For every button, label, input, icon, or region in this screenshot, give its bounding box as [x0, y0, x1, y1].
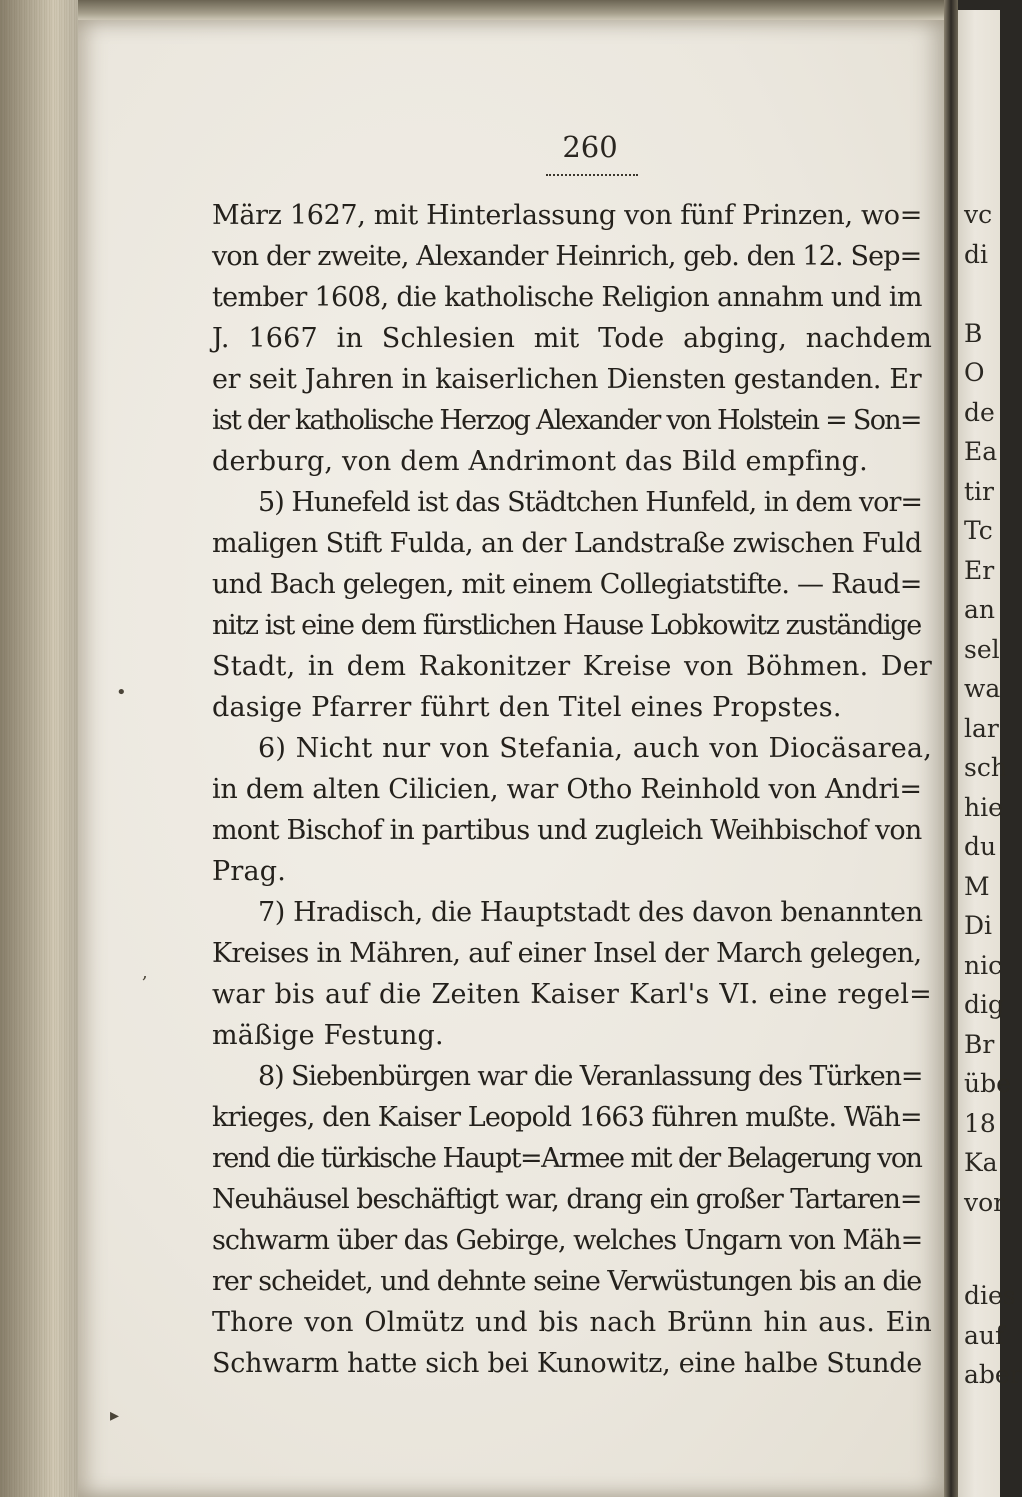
- text-line: nitz ist eine dem fürstlichen Hause Lobkowitz zuständige: [212, 610, 921, 641]
- text-line: dasige Pfarrer führt den Titel eines Propstes.: [212, 692, 842, 723]
- text-line: 8) Siebenbürgen war die Veranlassung des Türken=: [258, 1061, 923, 1092]
- facing-page-text-fragments: [964, 195, 1022, 1395]
- text-line: von der zweite, Alexander Heinrich, geb. den 12. Sep=: [212, 241, 922, 272]
- facing-page-fragment: vor: [964, 1187, 1006, 1217]
- text-line: und Bach gelegen, mit einem Collegiatstifte. — Raud=: [212, 569, 922, 600]
- text-line: Schwarm hatte sich bei Kunowitz, eine halbe Stunde: [212, 1348, 922, 1379]
- text-line: rend die türkische Haupt=Armee mit der Belagerung von: [212, 1143, 922, 1174]
- text-line: schwarm über das Gebirge, welches Ungarn von Mäh=: [212, 1225, 923, 1256]
- text-line: Neuhäusel beschäftigt war, drang ein großer Tartaren=: [212, 1184, 922, 1215]
- facing-page-fragment: 18: [964, 1108, 996, 1138]
- text-line: Kreises in Mähren, auf einer Insel der March gelegen,: [212, 938, 922, 969]
- text-line: in dem alten Cilicien, war Otho Reinhold von Andri=: [212, 774, 922, 805]
- facing-page-fragment: aber: [964, 1360, 1022, 1389]
- page-body-text: [212, 195, 932, 1384]
- facing-page-fragment: tir: [964, 476, 994, 506]
- facing-page-fragment: di: [964, 239, 988, 269]
- page-edge-shadow: [0, 0, 78, 1497]
- book-top-edge: [78, 0, 948, 22]
- text-line: J. 1667 in Schlesien mit Tode abging, nachdem: [212, 323, 932, 354]
- text-line: mäßige Festung.: [212, 1020, 444, 1051]
- facing-page-fragment: O: [964, 358, 985, 387]
- facing-page-fragment: sel: [964, 634, 1000, 664]
- text-line: März 1627, mit Hinterlassung von fünf Prinzen, wo=: [212, 200, 922, 231]
- facing-page-fragment: [964, 274, 1000, 314]
- facing-page-fragment: vc: [964, 200, 993, 229]
- facing-page-fragment: Di: [964, 911, 993, 940]
- text-line: krieges, den Kaiser Leopold 1663 führen mußte. Wäh=: [212, 1102, 922, 1133]
- facing-page-fragment: Ka: [964, 1148, 998, 1177]
- text-line: ist der katholische Herzog Alexander von Holstein = Son=: [212, 405, 921, 436]
- facing-page-fragment: an: [964, 595, 996, 624]
- text-line: 7) Hradisch, die Hauptstadt des davon benannten: [258, 897, 923, 928]
- book-gutter: [944, 0, 958, 1497]
- text-line: 5) Hunefeld ist das Städtchen Hunfeld, in dem vor=: [258, 487, 922, 518]
- facing-page-fragment: Er: [964, 555, 995, 585]
- text-line: maligen Stift Fulda, an der Landstraße zwischen Fuld: [212, 528, 922, 559]
- text-line: derburg, von dem Andrimont das Bild empfing.: [212, 446, 868, 477]
- text-line: er seit Jahren in kaiserlichen Diensten gestanden. Er: [212, 364, 922, 395]
- text-line: rer scheidet, und dehnte seine Verwüstungen bis an die: [212, 1266, 922, 1297]
- facing-page-fragment: Ea: [964, 437, 998, 466]
- facing-page-fragment: M: [964, 871, 990, 901]
- facing-page-fragment: Br: [964, 1029, 995, 1059]
- facing-page-fragment: sch: [964, 753, 1007, 782]
- text-line: Prag.: [212, 856, 287, 887]
- facing-page-fragment: Tc: [964, 516, 993, 545]
- facing-page-fragment: hie: [964, 792, 1003, 822]
- facing-page-fragment: nic: [964, 950, 1003, 980]
- facing-page-fragment: lar: [964, 713, 999, 743]
- page-number: 260: [562, 130, 618, 164]
- facing-page-fragment: du: [964, 832, 997, 861]
- text-line: war bis auf die Zeiten Kaiser Karl's VI. eine regel=: [212, 979, 932, 1010]
- facing-page-fragment: dig: [964, 990, 1005, 1019]
- margin-arrow-mark: ▸: [110, 1405, 120, 1426]
- text-line: mont Bischof in partibus und zugleich Weihbischof von: [212, 815, 922, 846]
- facing-page-fragment: de: [964, 397, 995, 427]
- text-line: tember 1608, die katholische Religion annahm und im: [212, 282, 922, 313]
- margin-dot: •: [116, 682, 127, 703]
- text-line: 6) Nicht nur von Stefania, auch von Diocäsarea,: [258, 733, 932, 764]
- margin-mark: ,: [142, 962, 148, 983]
- text-line: Thore von Olmütz und bis nach Brünn hin aus. Ein: [212, 1307, 932, 1338]
- facing-page-fragment: B: [964, 318, 983, 348]
- facing-page-fragment: dies: [964, 1281, 1016, 1310]
- text-line: Stadt, in dem Rakonitzer Kreise von Böhmen. Der: [212, 651, 932, 682]
- facing-page-fragment: auf: [964, 1320, 1005, 1350]
- page-number-ornament: [546, 170, 638, 176]
- facing-page-fragment: wa: [964, 674, 1001, 703]
- facing-page-fragment: übe: [964, 1069, 1011, 1098]
